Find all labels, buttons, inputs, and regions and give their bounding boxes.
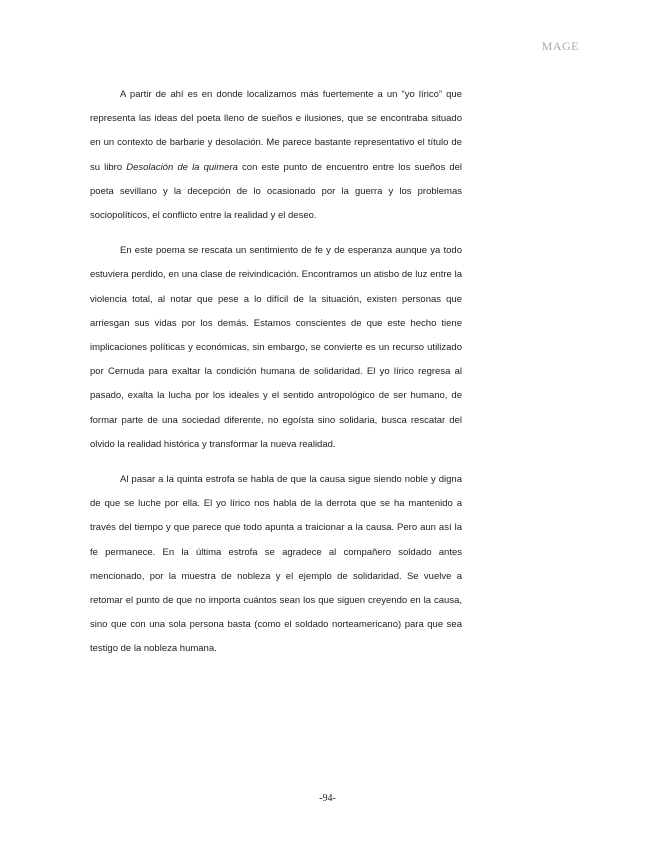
header-watermark: MAGE <box>541 39 579 53</box>
paragraph-1 <box>90 83 462 228</box>
body-text <box>90 83 462 673</box>
paragraph-3: Al pasar a la quinta estrofa se habla de que la causa sigue siendo noble y digna de que se luche por ella. El yo lírico nos habla de la derrota que se ha mantenido a través del tiempo y que parece que todo apunta a traicionar a la causa. Pero aun así la fe permanece. En la última estrofa se agradece al compañero soldado antes mencionado, por la muestra de nobleza y el ejemplo de solidaridad. Se vuelve a retomar el punto de que no importa cuántos sean los que siguen creyendo en la causa, sino que con una sola persona basta (como el soldado norteamericano) para que sea testigo de la nobleza humana. <box>90 474 462 655</box>
paragraph-1-text-start: A partir de ahí es en donde localizamos más fuertemente a un “yo lírico” que representa las ideas del poeta lleno de sueños e ilusiones, que se encontraba situado en un contexto de barbarie y desolación. Me parece bastante representativo el título de su libro <box>90 89 462 173</box>
paragraph-2: En este poema se rescata un sentimiento de fe y de esperanza aunque ya todo estuviera perdido, en una clase de reivindicación. Encontramos un atisbo de luz entre la violencia total, al notar que pese a lo difícil de la situación, existen personas que arriesgan sus vidas por los demás. Estamos conscientes de que este hecho tiene implicaciones políticas y económicas, sin embargo, se convierte es un recurso utilizado por Cernuda para exaltar la condición humana de solidaridad. El yo lírico regresa al pasado, exalta la lucha por los ideales y el sentido antropológico de ser humano, de formar parte de una sociedad diferente, no egoísta sino solidaria, busca rescatar del olvido la realidad histórica y transformar la nueva realidad. <box>90 245 462 450</box>
book-title: Desolación de la quimera <box>126 161 238 173</box>
page-number: -94- <box>319 793 336 804</box>
paragraph-1-text-end: con este punto de encuentro entre los sueños del poeta sevillano y la decepción de lo ocasionado por la guerra y los problemas sociopolíticos, el conflicto entre la realidad y el deseo. <box>90 161 463 222</box>
